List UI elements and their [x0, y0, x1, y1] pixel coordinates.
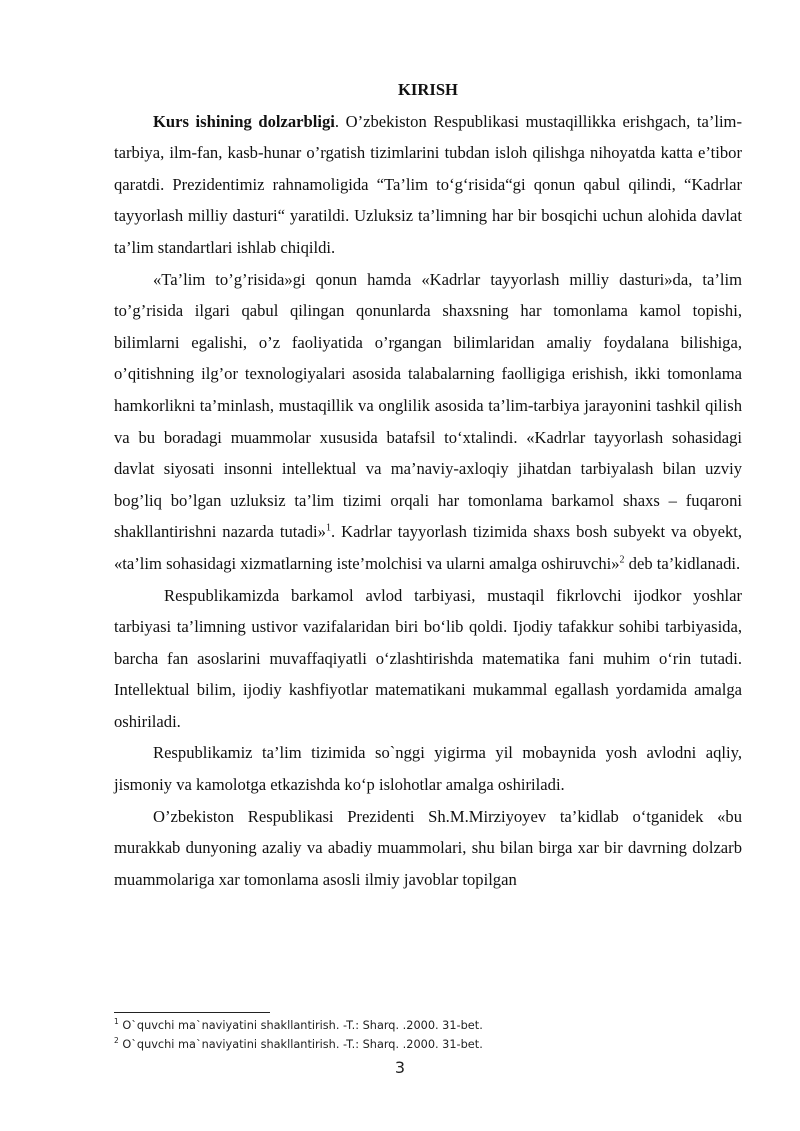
footnote-ref-2[interactable]: 2: [619, 554, 625, 566]
footnote-2: [114, 1035, 742, 1054]
paragraph-law: [114, 264, 742, 580]
footnote-separator: [114, 1012, 270, 1013]
law-text-part2: . Kadrlar tayyorlash tizimida shaxs bosh subyekt va obyekt, «ta’lim sohasidagi xizmatlarning iste’molchisi va ularni amalga oshiruvchi»: [114, 522, 743, 573]
footnote-1: [114, 1016, 742, 1035]
footnote-mark-1: 1: [114, 1017, 119, 1027]
relevance-lead: Kurs ishining dolzarbligi: [153, 111, 335, 131]
paragraph-relevance: [114, 106, 742, 264]
paragraph-president: O’zbekiston Respublikasi Prezidenti Sh.M.Mirziyoyev ta’kidlab o‘tganidek «bu murakkab dunyoning azaliy va abadiy muammolari, shu bilan birga xar bir davrning dolzarb muammolariga xar tomonlama asosli ilmiy javoblar topilgan: [114, 806, 742, 889]
footnote-mark-2: 2: [114, 1036, 119, 1046]
relevance-text: . O’zbekiston Respublikasi mustaqillikka erishgach, ta’lim-tarbiya, ilm-fan, kasb-hunar o’rgatish tizimlarini tubdan isloh qilishga nihoyatda katta e’tibor qaratdi. Prezidentimiz rahnamoligida “Ta’lim to‘g‘risida“gi qonun qabul qilindi, “Kadrlar tayyorlash milliy dasturi“ yaratildi. Uzluksiz ta’limning har bir bosqichi uchun alohida davlat ta’lim standartlari ishlab chiqildi.: [114, 111, 742, 257]
page-number: 3: [394, 1058, 406, 1077]
law-text-part3: deb ta’kidlanadi.: [624, 553, 741, 573]
document-body: [114, 74, 742, 895]
footnotes: [114, 1016, 742, 1054]
footnote-text-1: O`quvchi ma`naviyatini shakllantirish. -T.: Sharq. .2000. 31-bet.: [118, 1019, 483, 1032]
law-text-part1: «Ta’lim to’g’risida»gi qonun hamda «Kadrlar tayyorlash milliy dasturi»da, ta’lim to’g’risida ilgari qabul qilingan qonunlarda shaxsning har tomonlama kamol topishi, bilimlarni egalishi, o’z faoliyatida o’rgangan bilimlaridan amaliy foydalana bilishiga, o’qitishning ilg’or texnologiyalari asosida talabalarning faolligiga erishish, ikki tomonlama hamkorlikni ta’minlash, mustaqillik va onglilik asosida ta’lim-tarbiya jarayonini tashkil qilish va bu boradagi muammolar xususida batafsil to‘xtalindi. «Kadrlar tayyorlash sohasidagi davlat siyosati insonni intellektual va ma’naviy-axloqiy jihatdan tarbiyalash bilan uzviy bog’liq bo’lgan uzluksiz ta’lim tizimi orqali har tomonlama barkamol shaxs – fuqaroni shakllantirishni nazarda tutadi»: [114, 269, 742, 542]
paragraph-reforms: Respublikamiz ta’lim tizimida so`nggi yigirma yil mobaynida yosh avlodni aqliy, jismoniy va kamolotga etkazishda ko‘p islohotlar amalga oshiriladi.: [114, 743, 742, 795]
footnote-text-2: O`quvchi ma`naviyatini shakllantirish. -T.: Sharq. .2000. 31-bet.: [118, 1038, 483, 1051]
page-title: KIRISH: [398, 80, 458, 99]
paragraph-mathematics: Respublikamizda barkamol avlod tarbiyasi, mustaqil fikrlovchi ijodkor yoshlar tarbiyasi ta’limning ustivor vazifalaridan biri bo‘lib qoldi. Ijodiy tafakkur sohibi tarbiyasida, barcha fan asoslarini muvaffaqiyatli o‘zlashtirishda matematika fani muhim o‘rin tutadi. Intellektual bilim, ijodiy kashfiyotlar matematikani mukammal egallash yordamida amalga oshiriladi.: [114, 585, 742, 731]
footnote-ref-1[interactable]: 1: [325, 522, 331, 534]
